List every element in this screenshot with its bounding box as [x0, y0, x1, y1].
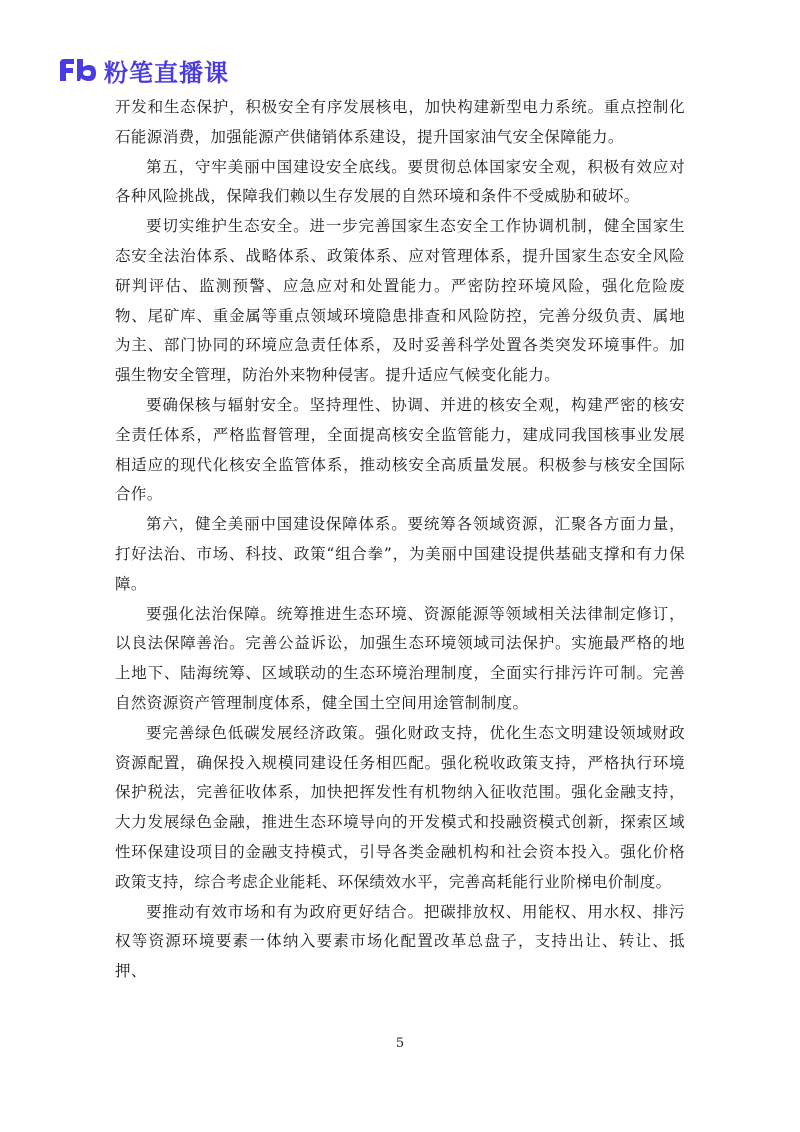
- paragraph: 第五，守牢美丽中国建设安全底线。要贯彻总体国家安全观，积极有效应对各种风险挑战，保障我们赖以生存发展的自然环境和条件不受威胁和破坏。: [115, 157, 685, 206]
- paragraph: 要完善绿色低碳发展经济政策。强化财政支持，优化生态文明建设领域财政资源配置，确保投入规模同建设任务相匹配。强化税收政策支持，严格执行环境保护税法，完善征收体系，加快把挥发性有机物纳入征收范围。强化金融支持，大力发展绿色金融，推进生态环境导向的开发模式和投融资模式创新，探索区域性环保建设项目的金融支持模式，引导各类金融机构和社会资本投入。强化价格政策支持，综合考虑企业能耗、环保绩效水平，完善高耗能行业阶梯电价制度。: [115, 723, 685, 891]
- paragraph: 第六，健全美丽中国建设保障体系。要统筹各领域资源，汇聚各方面力量，打好法治、市场、科技、政策“组合拳”，为美丽中国建设提供基础支撑和有力保障。: [115, 515, 685, 593]
- paragraph: 要切实维护生态安全。进一步完善国家生态安全工作协调机制，健全国家生态安全法治体系、战略体系、政策体系、应对管理体系，提升国家生态安全风险研判评估、监测预警、应急应对和处置能力。严密防控环境风险，强化危险废物、尾矿库、重金属等重点领域环境隐患排查和风险防控，完善分级负责、属地为主、部门协同的环境应急责任体系，及时妥善科学处置各类突发环境事件。加强生物安全管理，防治外来物种侵害。提升适应气候变化能力。: [115, 217, 685, 385]
- header: [58, 54, 229, 86]
- document-body: [115, 93, 685, 987]
- page-number: 5: [395, 1036, 405, 1051]
- paragraph: 开发和生态保护，积极安全有序发展核电，加快构建新型电力系统。重点控制化石能源消费，加强能源产供储销体系建设，提升国家油气安全保障能力。: [115, 98, 685, 146]
- fb-logo-icon: [58, 57, 98, 83]
- paragraph: 要强化法治保障。统筹推进生态环境、资源能源等领域相关法律制定修订，以良法保障善治。完善公益诉讼，加强生态环境领域司法保护。实施最严格的地上地下、陆海统筹、区域联动的生态环境治理制度，全面实行排污许可制。完善自然资源资产管理制度体系，健全国土空间用途管制制度。: [115, 604, 685, 712]
- paragraph: 要确保核与辐射安全。坚持理性、协调、并进的核安全观，构建严密的核安全责任体系，严格监督管理，全面提高核安全监管能力，建成同我国核事业发展相适应的现代化核安全监管体系，推动核安全高质量发展。积极参与核安全国际合作。: [115, 395, 685, 504]
- brand-text: 粉笔直播课: [104, 58, 229, 87]
- paragraph: 要推动有效市场和有为政府更好结合。把碳排放权、用能权、用水权、排污权等资源环境要素一体纳入要素市场化配置改革总盘子，支持出让、转让、抵押、: [115, 902, 685, 981]
